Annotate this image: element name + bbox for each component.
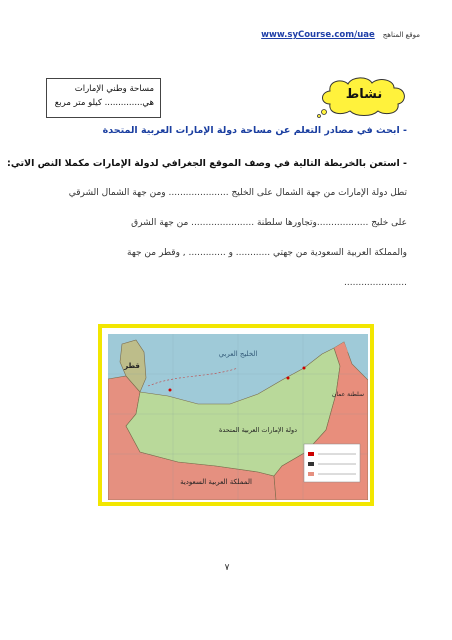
task-research-area: - ابحث في مصادر التعلم عن مساحة دولة الإمارات العربية المتحدة [102, 125, 407, 136]
site-url-link[interactable]: www.syCourse.com/uae [261, 30, 375, 40]
map-label-saudi: المملكة العربية السعودية [180, 478, 252, 486]
uae-map-figure [98, 324, 374, 506]
map-label-gulf: الخليج العربي [218, 350, 258, 358]
map-city-marker [169, 389, 172, 392]
area-box-line1: مساحة وطني الإمارات [74, 84, 154, 94]
map-label-uae: دولة الإمارات العربية المتحدة [218, 426, 298, 434]
map-legend-swatch [308, 452, 314, 456]
area-box-line2: هي.............. كيلو متر مربع [54, 98, 154, 108]
map-legend-swatch [308, 472, 314, 476]
paragraph-line-3: والمملكة العربية السعودية من جهتي ............ و ............. , وقطر من جهة [127, 248, 407, 258]
map-legend-swatch [308, 462, 314, 466]
page-header [230, 28, 420, 42]
page-number: ٧ [224, 563, 230, 573]
paragraph-line-1: تطل دولة الإمارات من جهة الشمال على الخليج ..................... ومن جهة الشمال الشرقي [68, 188, 407, 198]
area-fill-box [46, 78, 161, 118]
paragraph-line-2: على خليج ..................وتجاورها سلطنة ...................... من جهة الشرق [131, 218, 407, 228]
task-map-description: - استعن بالخريطة التالية في وصف الموقع الجغرافي لدولة الإمارات مكملا النص الاتي: [7, 158, 407, 169]
activity-cloud-badge [316, 74, 412, 118]
uae-map [108, 334, 368, 500]
map-label-oman: سلطنة عمان [331, 391, 365, 398]
map-city-marker [287, 377, 290, 380]
map-label-qatar: قطر [124, 362, 140, 370]
map-city-marker [303, 367, 306, 370]
site-label: موقع المناهج [382, 31, 420, 39]
activity-label: نشاط [345, 87, 383, 102]
paragraph-line-4: ...................... [344, 278, 407, 288]
